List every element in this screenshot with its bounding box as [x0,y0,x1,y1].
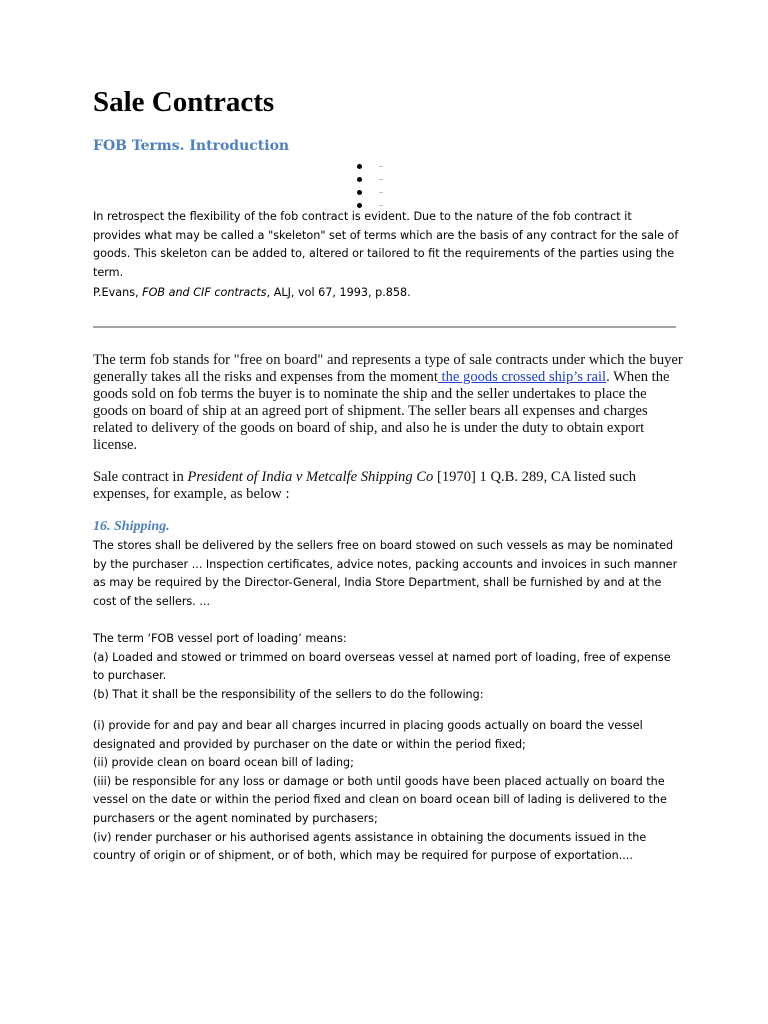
shipping-paragraph: The stores shall be delivered by the sellers free on board stowed on such vessels as may be nominated by the purchaser ... Inspection certificates, advice notes, packing accounts and invoices in such manner as may be required by the Director-General, India Store Department, shall be furnished by and at the cost of the sellers. ... [93,539,678,608]
toc-bullet-item[interactable]: _ [357,160,383,173]
case-name: President of India v Metcalfe Shipping Co [187,469,434,485]
toc-bullet-list [357,160,383,212]
horizontal-divider [93,326,676,328]
intro-text-start: The term fob stands for "free on board" and represents a type of sale contracts under which the buyer generally takes all the risks and expenses from the moment [93,352,683,385]
intro-text-end: . When the goods sold on fob terms the buyer is to nominate the ship and the seller undertakes to place the goods on board of ship at an agreed port of shipment. The seller bears all expenses and charges related to delivery of the goods on board of ship, and also he is under the duty to obtain export license. [93,369,670,453]
case-text-end: [1970] 1 Q.B. 289, CA listed such expenses, for example, as below : [93,469,636,502]
seller-duties-list [93,717,683,866]
section-subtitle: FOB Terms. Introduction [93,138,290,154]
fob-definition-heading: The term ‘FOB vessel port of loading’ means: [93,632,347,645]
case-paragraph [93,469,683,503]
fob-definition-item-b: (b) That it shall be the responsibility of the sellers to do the following: [93,687,484,701]
duty-item: (iii) be responsible for any loss or damage or both until goods have been placed actually on board the vessel on the date or within the period fixed and clean on board ocean bill of lading is delivered to the purchasers or the agent nominated by purchasers; [93,774,667,825]
toc-bullet-item[interactable]: _ [357,186,383,199]
citation-rest: , ALJ, vol 67, 1993, p.858. [266,286,411,299]
toc-bullet-item[interactable]: _ [357,199,383,212]
ships-rail-link[interactable]: the goods crossed ship’s rail [437,369,607,385]
citation-author: P.Evans, [93,286,143,299]
duty-item: (ii) provide clean on board ocean bill of lading; [93,756,354,770]
shipping-heading: 16. Shipping. [93,519,170,534]
case-text-start: Sale contract in [93,469,188,485]
toc-bullet-item[interactable]: _ [357,173,383,186]
citation-work: FOB and CIF contracts [142,286,267,299]
duty-item: (i) provide for and pay and bear all charges incurred in placing goods actually on board the vessel designated and provided by purchaser on the date or within the period fixed; [93,719,643,751]
duty-item: (iv) render purchaser or his authorised agents assistance in obtaining the documents issued in the country of origin or of shipment, or of both, which may be required for purpose of exportation.... [93,830,647,863]
fob-definition-item-a: (a) Loaded and stowed or trimmed on board overseas vessel at named port of loading, free of expense to purchaser. [93,650,671,683]
intro-paragraph [93,352,683,454]
citation [93,284,683,303]
document-title: Sale Contracts [93,86,275,118]
quote-paragraph: In retrospect the flexibility of the fob contract is evident. Due to the nature of the fob contract it provides what may be called a "skeleton" set of terms which are the basis of any contract for the sale of goods. This skeleton can be added to, altered or tailored to fit the requirements of the parties using the term. [93,210,679,279]
fob-definition-block [93,630,683,704]
